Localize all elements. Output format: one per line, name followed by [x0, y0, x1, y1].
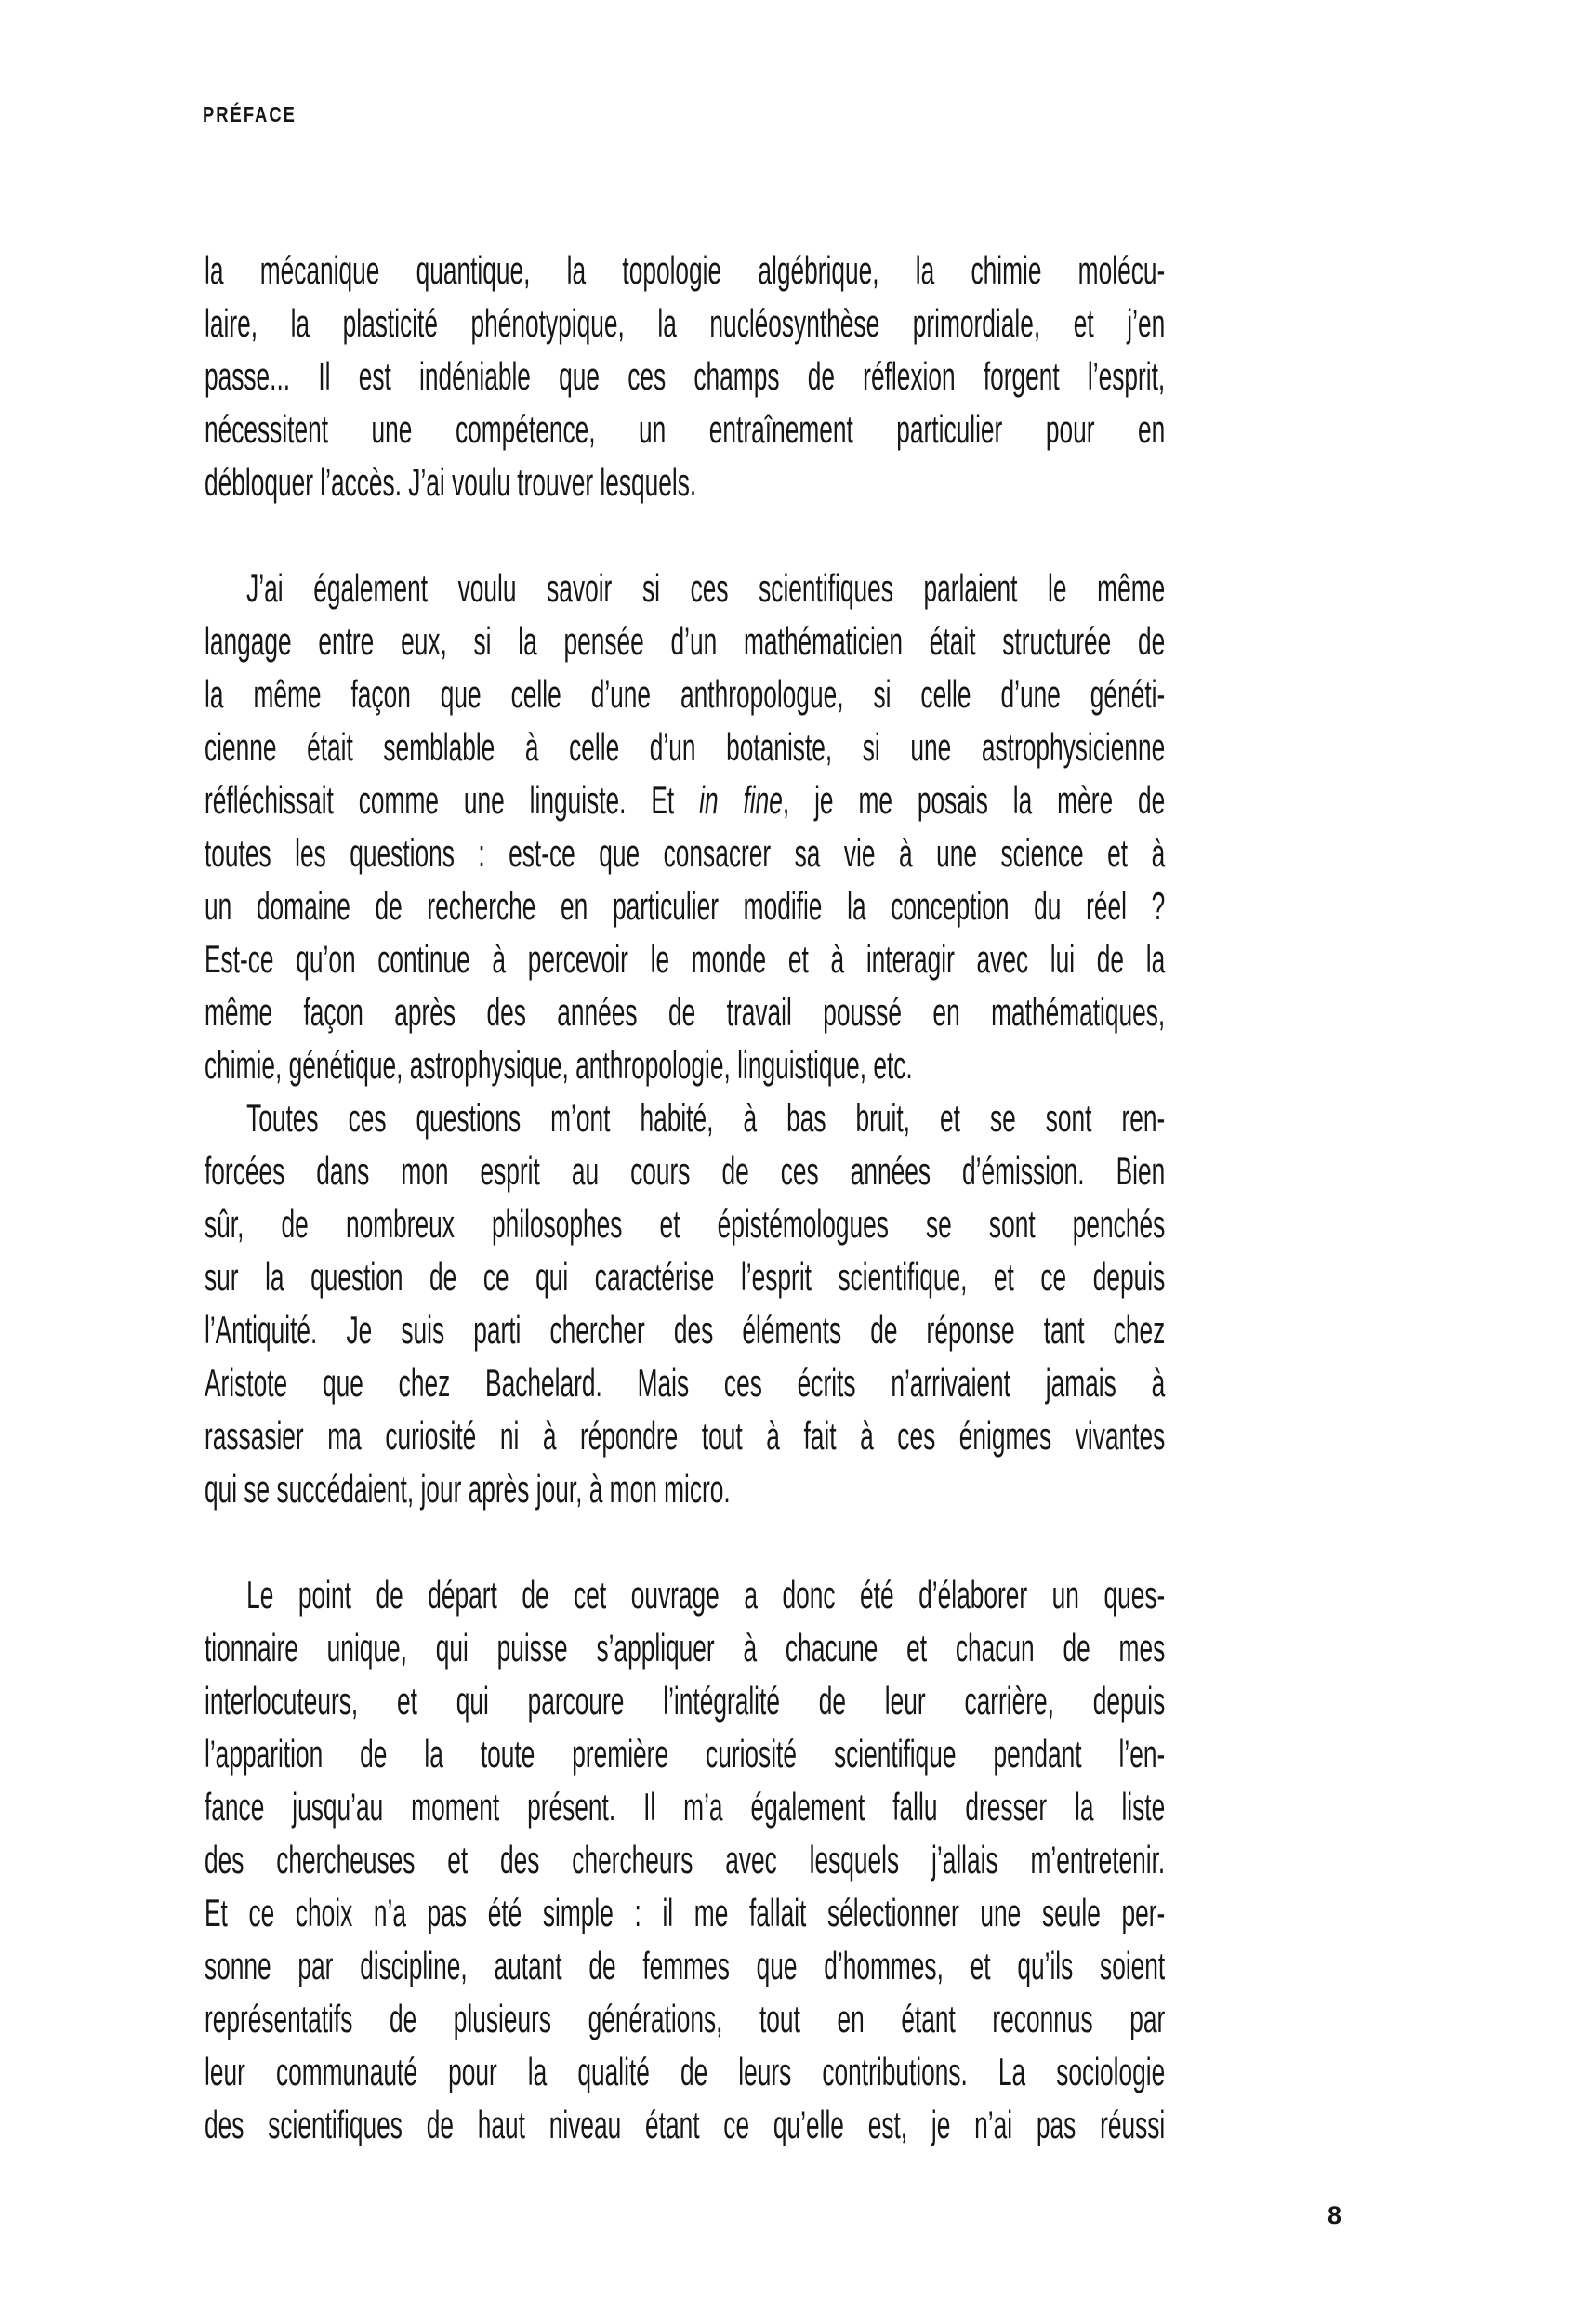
text-line: fance jusqu’au moment présent. Il m’a également fallu dresser la liste [205, 1785, 1166, 1829]
text-line: leur communauté pour la qualité de leurs contributions. La sociologie [205, 2050, 1166, 2093]
text-line: même façon après des années de travail poussé en mathématiques, [205, 990, 1166, 1034]
text-line: Le point de départ de cet ouvrage a donc été d’élaborer un ques- [246, 1573, 1166, 1617]
text-line: l’apparition de la toute première curiosité scientifique pendant l’en- [205, 1732, 1166, 1776]
plain-text: réfléchissait comme une linguiste. Et [205, 778, 700, 822]
text-line: toutes les questions : est-ce que consacrer sa vie à une science et à [205, 831, 1166, 875]
page-body [205, 244, 1585, 2151]
text-line: l’Antiquité. Je suis parti chercher des éléments de réponse tant chez [205, 1308, 1166, 1352]
text-line: un domaine de recherche en particulier modifie la conception du réel ? [205, 884, 1166, 928]
text-line: passe... Il est indéniable que ces champs de réflexion forgent l’esprit, [205, 354, 1166, 398]
plain-text: , je me posais la mère de [782, 778, 1166, 822]
text-line: sûr, de nombreux philosophes et épistémologues se sont penchés [205, 1202, 1166, 1246]
text-line: interlocuteurs, et qui parcoure l’intégralité de leur carrière, depuis [205, 1679, 1166, 1723]
text-line: laire, la plasticité phénotypique, la nucléosynthèse primordiale, et j’en [205, 301, 1166, 345]
text-line: sur la question de ce qui caractérise l’esprit scientifique, et ce depuis [205, 1255, 1166, 1299]
text-line-rich [205, 773, 1165, 826]
text-line: langage entre eux, si la pensée d’un mathématicien était structurée de [205, 619, 1166, 663]
text-line: Et ce choix n’a pas été simple : il me fallait sélectionner une seule per- [205, 1891, 1166, 1934]
text-line: Toutes ces questions m’ont habité, à bas bruit, et se sont ren- [246, 1096, 1166, 1140]
text-line: forcées dans mon esprit au cours de ces années d’émission. Bien [205, 1149, 1166, 1193]
text-line: qui se succédaient, jour après jour, à mon micro. [205, 1467, 731, 1511]
paragraph [205, 1568, 1585, 2151]
text-line: cienne était semblable à celle d’un botaniste, si une astrophysicienne [205, 725, 1166, 769]
paragraph [205, 1091, 1585, 1515]
text-line: des scientifiques de haut niveau étant ce qu’elle est, je n’ai pas réussi [205, 2103, 1166, 2146]
text-line: Aristote que chez Bachelard. Mais ces écrits n’arrivaient jamais à [205, 1361, 1166, 1405]
italic-text: in fine [699, 778, 783, 822]
text-line: nécessitent une compétence, un entraînement particulier pour en [205, 407, 1166, 451]
page-number: 8 [1327, 2201, 1342, 2229]
text-line: la mécanique quantique, la topologie algébrique, la chimie molécu- [205, 248, 1166, 292]
running-header: PRÉFACE [203, 102, 297, 126]
text-line: sonne par discipline, autant de femmes que d’hommes, et qu’ils soient [205, 1944, 1166, 1987]
text-line: débloquer l’accès. J’ai voulu trouver lesquels. [205, 460, 697, 504]
text-line: tionnaire unique, qui puisse s’appliquer à chacune et chacun de mes [205, 1626, 1166, 1670]
paragraph [205, 561, 1585, 1091]
text-line: Est-ce qu’on continue à percevoir le monde et à interagir avec lui de la [205, 937, 1166, 981]
text-line: rassasier ma curiosité ni à répondre tout à fait à ces énigmes vivantes [205, 1414, 1166, 1458]
text-line: représentatifs de plusieurs générations, tout en étant reconnus par [205, 1997, 1166, 2040]
text-line: chimie, génétique, astrophysique, anthropologie, linguistique, etc. [205, 1043, 913, 1087]
text-line: des chercheuses et des chercheurs avec lesquels j’allais m’entretenir. [205, 1838, 1166, 1882]
text-line: J’ai également voulu savoir si ces scientifiques parlaient le même [246, 566, 1166, 610]
text-line: la même façon que celle d’une anthropologue, si celle d’une généti- [205, 672, 1166, 716]
paragraph [205, 244, 1585, 508]
